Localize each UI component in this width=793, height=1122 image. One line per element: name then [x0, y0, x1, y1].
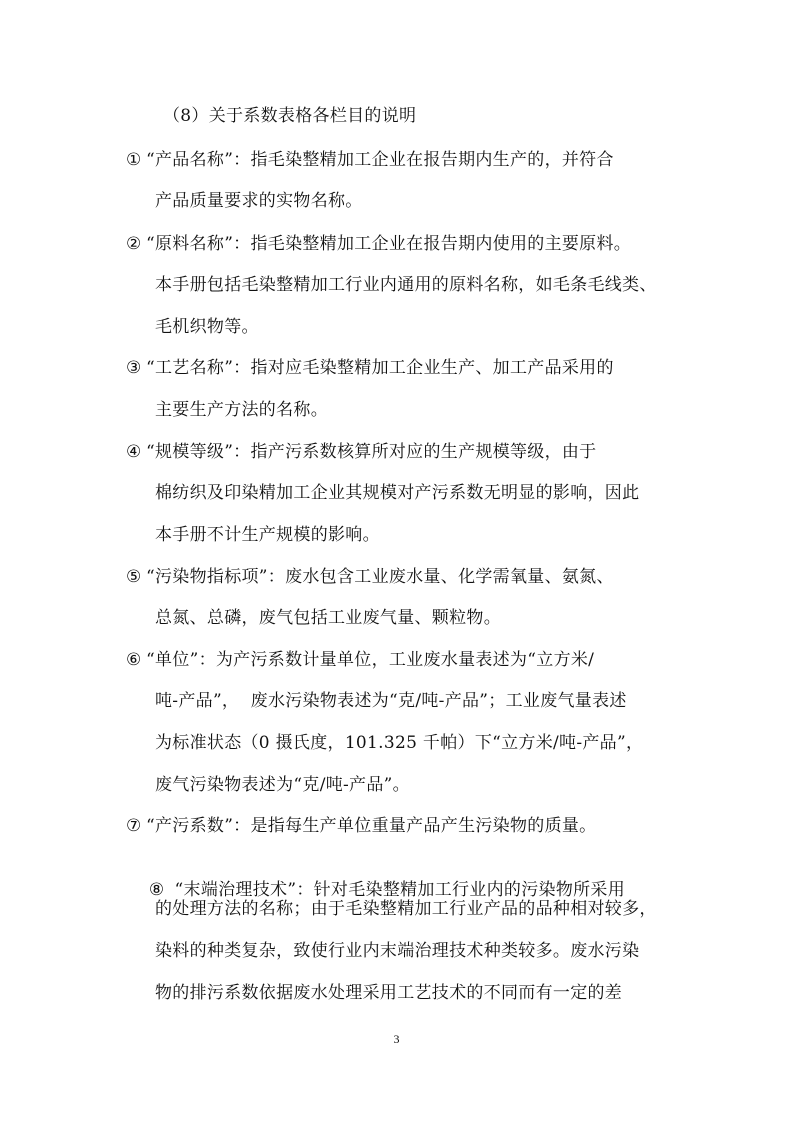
section-heading: （8）关于系数表格各栏目的说明 — [163, 106, 417, 126]
item-4-line-1: ④ “规模等级”：指产污系数核算所对应的生产规模等级，由于 — [126, 442, 597, 462]
item-5-marker: ⑤ — [126, 567, 142, 587]
item-6-line-4: 废气污染物表述为“克/吨-产品”。 — [155, 775, 410, 795]
item-2-line-1: ② “原料名称”：指毛染整精加工企业在报告期内使用的主要原料。 — [126, 234, 632, 254]
item-5-line-1: ⑤ “污染物指标项”：废水包含工业废水量、化学需氧量、氨氮、 — [126, 567, 614, 587]
item-7-line-1: ⑦ “产污系数”：是指每生产单位重量产品产生污染物的质量。 — [126, 816, 597, 836]
item-1-marker: ① — [126, 150, 142, 170]
item-5-line-2: 总氮、总磷，废气包括工业废气量、颗粒物。 — [155, 608, 501, 628]
item-7-marker: ⑦ — [126, 816, 142, 836]
item-2-line-2: 本手册包括毛染整精加工行业内通用的原料名称，如毛条毛线类、 — [155, 275, 657, 295]
item-6-line-3: 为标准状态（0 摄氏度，101.325 千帕）下“立方米/吨-产品”， — [155, 733, 644, 753]
item-8-line-1: ⑧ “末端治理技术”：针对毛染整精加工行业内的污染物所采用 — [148, 880, 626, 900]
item-3-marker: ③ — [126, 358, 142, 378]
item-2-line-3: 毛机织物等。 — [155, 317, 259, 337]
item-6-line-1: ⑥ “单位”：为产污系数计量单位，工业废水量表述为“立方米/ — [126, 650, 595, 670]
item-4-line-3: 本手册不计生产规模的影响。 — [155, 525, 380, 545]
item-1-line-1: ① “产品名称”：指毛染整精加工企业在报告期内生产的，并符合 — [126, 150, 614, 170]
item-6-line-2: 吨-产品”， 废水污染物表述为“克/吨-产品”；工业废气量表述 — [155, 691, 627, 711]
page-number: 3 — [393, 1032, 400, 1046]
item-4-marker: ④ — [126, 442, 142, 462]
item-3-line-2: 主要生产方法的名称。 — [155, 400, 328, 420]
item-8-line-4: 物的排污系数依据废水处理采用工艺技术的不同而有一定的差 — [155, 983, 623, 1003]
item-1-line-2: 产品质量要求的实物名称。 — [155, 191, 363, 211]
item-4-line-2: 棉纺织及印染精加工企业其规模对产污系数无明显的影响，因此 — [155, 483, 640, 503]
item-3-line-1: ③ “工艺名称”：指对应毛染整精加工企业生产、加工产品采用的 — [126, 358, 614, 378]
item-8-marker: ⑧ — [148, 880, 165, 900]
item-2-marker: ② — [126, 234, 142, 254]
item-6-marker: ⑥ — [126, 650, 142, 670]
item-8-line-2: 的处理方法的名称；由于毛染整精加工行业产品的品种相对较多， — [155, 899, 657, 919]
item-8-line-3: 染料的种类复杂，致使行业内末端治理技术种类较多。废水污染 — [155, 941, 640, 961]
